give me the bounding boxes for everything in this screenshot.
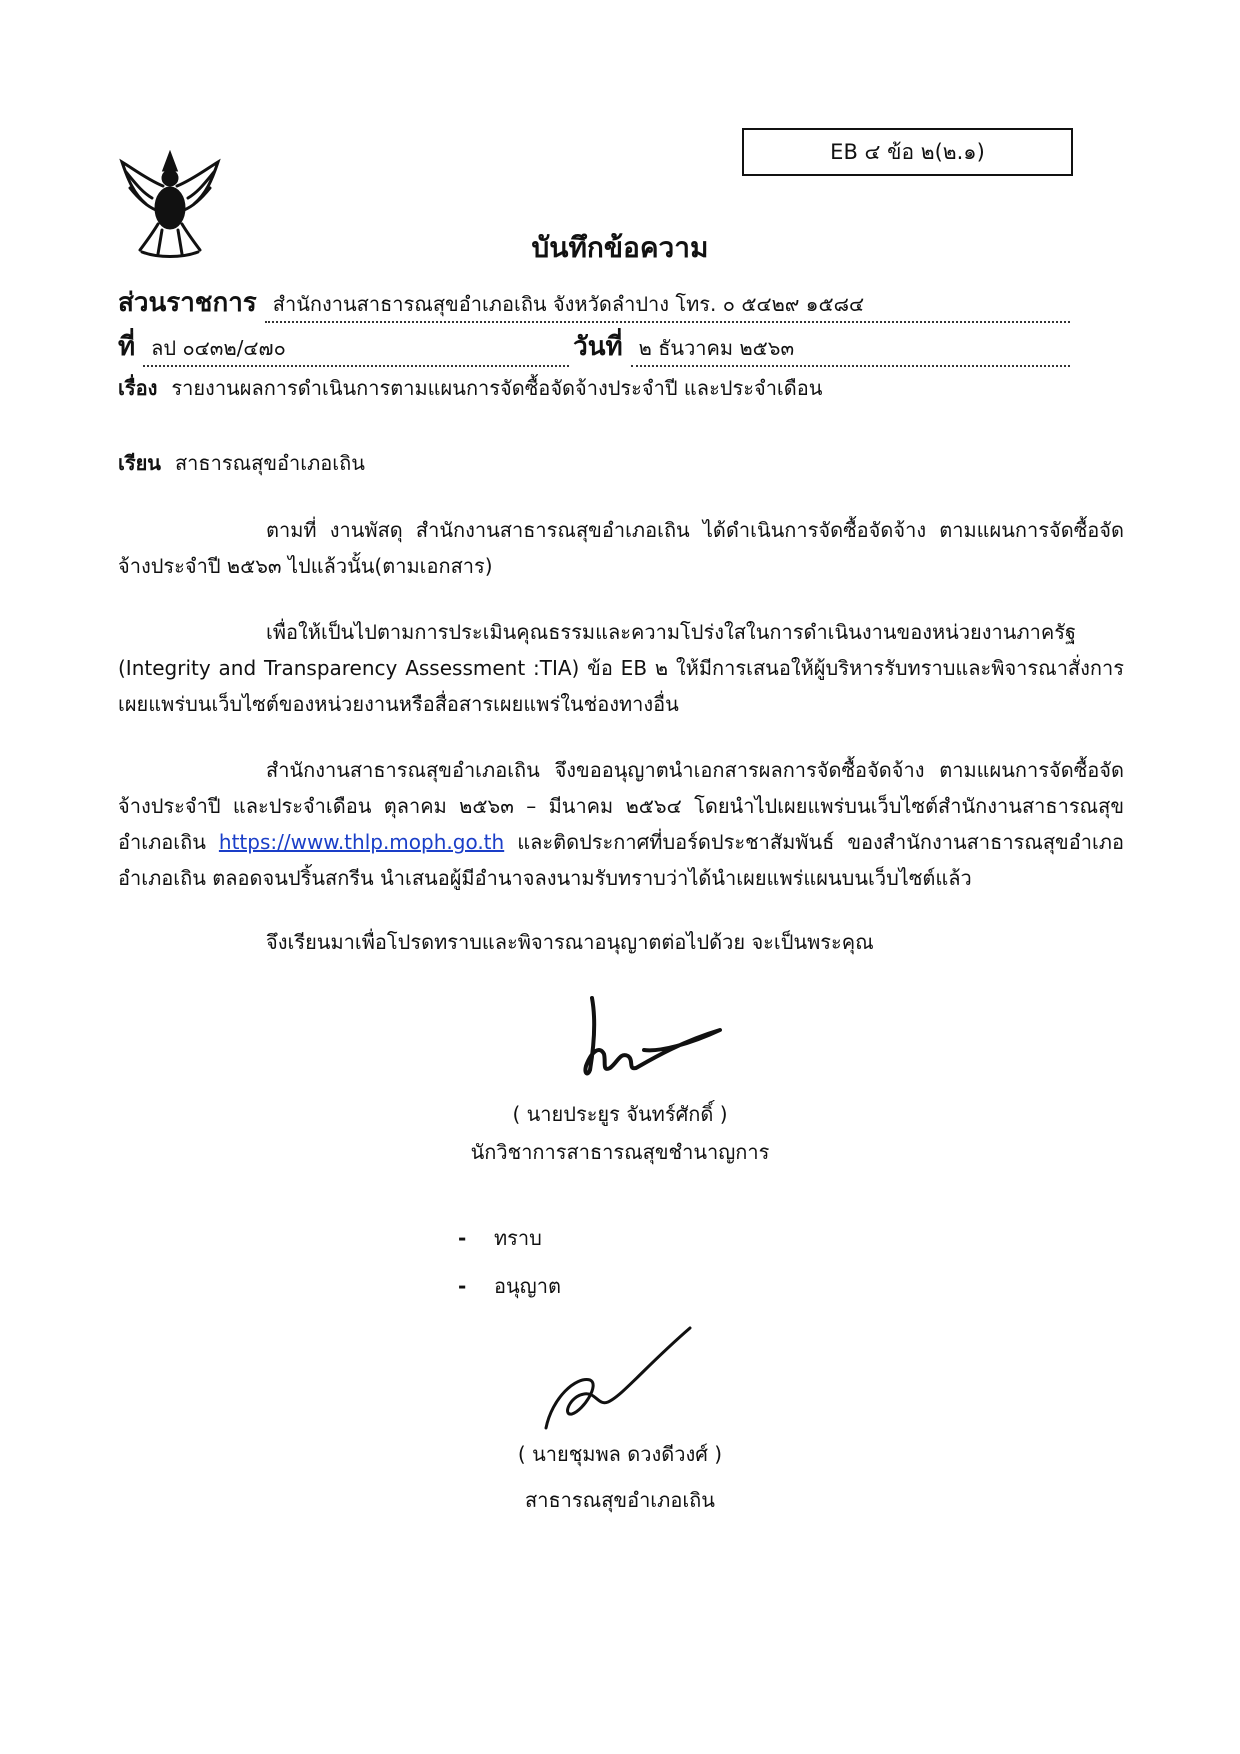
paragraph-4 bbox=[118, 924, 1124, 960]
subject-row bbox=[118, 372, 1070, 404]
date-value: ๒ ธันวาคม ๒๕๖๓ bbox=[631, 332, 1070, 367]
paragraph-1 bbox=[118, 512, 1124, 584]
to-value: สาธารณสุขอำเภอเถิน bbox=[174, 451, 365, 475]
paragraph-4-text: จึงเรียนมาเพื่อโปรดทราบและพิจารณาอนุญาตต่อไปด้วย จะเป็นพระคุณ bbox=[266, 930, 874, 954]
to-row bbox=[118, 447, 1070, 479]
decision-approve bbox=[458, 1270, 561, 1302]
signer-1-position: นักวิชาการสาธารณสุขชำนาญการ bbox=[470, 1140, 770, 1164]
signature-2-icon bbox=[536, 1318, 696, 1436]
agency-row bbox=[118, 282, 1070, 323]
paragraph-3-text: สำนักงานสาธารณสุขอำเภอเถิน จึงขออนุญาตนำเอกสารผลการจัดซื้อจัดจ้าง ตามแผนการจัดซื้อจัดจ้างประจำปี และประจำเดือน ตุลาคม ๒๕๖๓ – มีนาคม ๒๕๖๔ โดยนำไปเผยแพร่บนเว็บไซต์สำนักงานสาธารณสุขอำเภอเถิน bbox=[118, 758, 1124, 854]
to-label: เรียน bbox=[118, 451, 161, 475]
paragraph-1-text: ตามที่ งานพัสดุ สำนักงานสาธารณสุขอำเภอเถิน ได้ดำเนินการจัดซื้อจัดจ้าง ตามแผนการจัดซื้อจัดจ้างประจำปี ๒๕๖๓ ไปแล้วนั้น(ตามเอกสาร) bbox=[118, 518, 1124, 578]
paragraph-2-text: เพื่อให้เป็นไปตามการประเมินคุณธรรมและความโปร่งใสในการดำเนินงานของหน่วยงานภาครัฐ (Integrity and Transparency Assessment :TIA) ข้อ EB ๒ ให้มีการเสนอให้ผู้บริหารรับทราบและพิจารณาสั่งการเผยแพร่บนเว็บไซต์ของหน่วยงานหรือสื่อสารเผยแพร่ในช่องทางอื่น bbox=[118, 620, 1124, 716]
paragraph-2 bbox=[118, 614, 1124, 722]
number-date-row bbox=[118, 326, 1070, 367]
decision-dash: - bbox=[458, 1226, 467, 1250]
agency-value: สำนักงานสาธารณสุขอำเภอเถิน จังหวัดลำปาง โทร. ๐ ๕๔๒๙ ๑๕๘๔ bbox=[265, 288, 1070, 323]
number-label: ที่ bbox=[118, 332, 136, 362]
agency-label: ส่วนราชการ bbox=[118, 288, 257, 318]
decision-acknowledge bbox=[458, 1222, 542, 1254]
signer-2-name: ( นายชุมพล ดวงดีวงศ์ ) bbox=[517, 1442, 723, 1466]
signer-2-position: สาธารณสุขอำเภอเถิน bbox=[525, 1488, 715, 1512]
reference-text: EB ๔ ข้อ ๒(๒.๑) bbox=[830, 139, 985, 164]
website-link[interactable]: https://www.thlp.moph.go.th bbox=[218, 830, 505, 854]
subject-label: เรื่อง bbox=[118, 376, 158, 400]
reference-box bbox=[742, 128, 1073, 176]
decision-text: อนุญาต bbox=[494, 1274, 561, 1298]
date-label: วันที่ bbox=[573, 332, 623, 362]
decision-text: ทราบ bbox=[494, 1226, 542, 1250]
memo-title: บันทึกข้อความ bbox=[531, 231, 709, 264]
paragraph-3-text-after: และติดประกาศที่บอร์ดประชาสัมพันธ์ ของสำนักงานสาธารณสุขอำเภออำเภอเถิน ตลอดจนปริ้นสกรีน นำเสนอผู้มีอำนาจลงนามรับทราบว่าได้นำเผยแพร่แผนบนเว็บไซต์แล้ว bbox=[118, 830, 1124, 890]
decision-dash: - bbox=[458, 1274, 467, 1298]
signature-1-icon bbox=[570, 990, 730, 1080]
paragraph-3 bbox=[118, 752, 1124, 896]
signer-1-name: ( นายประยูร จันทร์ศักดิ์ ) bbox=[512, 1102, 728, 1126]
number-value: ลป ๐๔๓๒/๔๗๐ bbox=[143, 332, 569, 367]
subject-value: รายงานผลการดำเนินการตามแผนการจัดซื้อจัดจ้างประจำปี และประจำเดือน bbox=[171, 376, 823, 400]
